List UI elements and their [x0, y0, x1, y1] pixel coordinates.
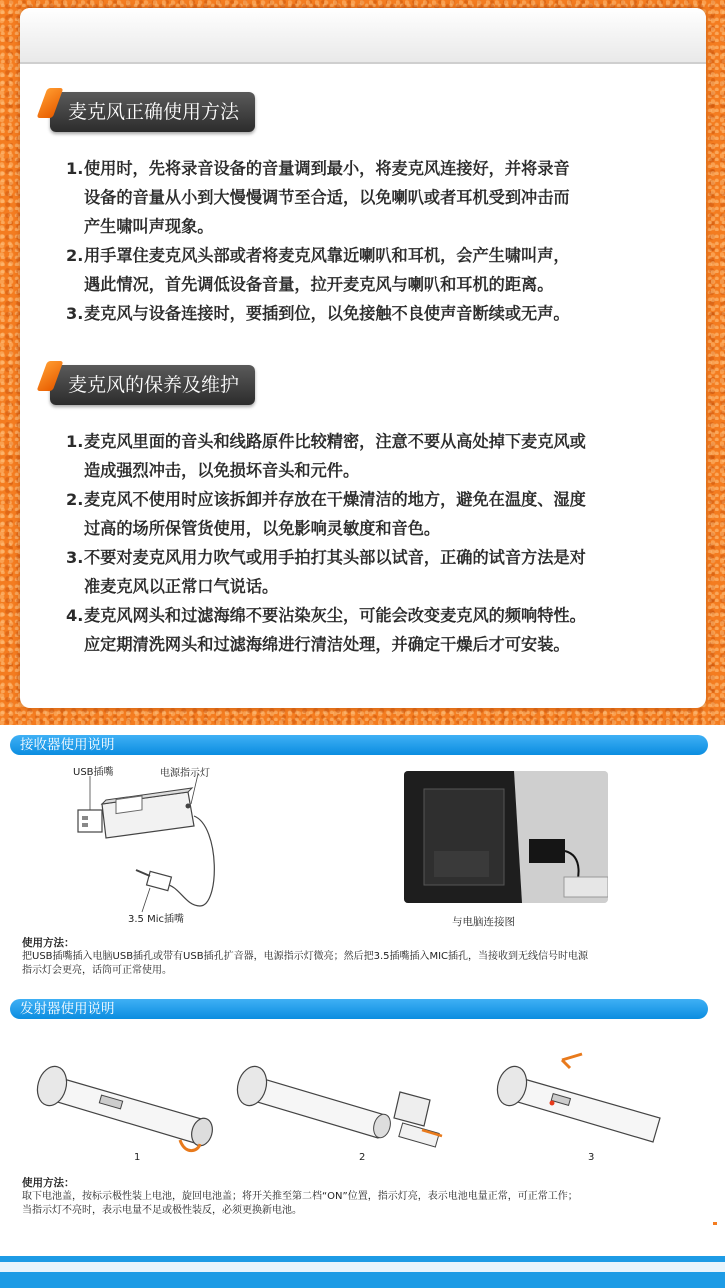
photo-caption: 与电脑连接图: [452, 916, 515, 928]
list-item-text: 应定期清洗网头和过滤海绵进行清洁处理，并确定干燥后才可安装。: [84, 635, 570, 654]
list-item-text: 设备的音量从小到大慢慢调节至合适，以免喇叭或者耳机受到冲击而: [84, 188, 570, 207]
list-item-line: [66, 514, 676, 543]
receiver-band-title: 接收器使用说明: [20, 737, 115, 753]
list-item-number: 2.: [66, 246, 84, 265]
list-item-text: 造成强烈冲击，以免损坏音头和元件。: [84, 461, 360, 480]
usage-line: 取下电池盖，按标示极性装上电池，旋回电池盖；将开关推至第二档“ON”位置，指示灯亮，表示电池电量正常，可正常工作；: [22, 1191, 578, 1202]
battery-icon: [399, 1123, 439, 1147]
list-item-number: 3.: [66, 548, 84, 567]
list-item: [66, 485, 676, 543]
power-led-icon: [186, 804, 191, 809]
receiver-usage-title: 使用方法：: [22, 937, 75, 949]
usage-line: 当指示灯不亮时，表示电量不足或极性装反，必须更换新电池。: [22, 1205, 302, 1216]
list-item-text: 准麦克风以正常口气说话。: [84, 577, 279, 596]
usage-heading: [50, 92, 255, 132]
list-item: [66, 241, 676, 299]
list-item-line: [66, 427, 676, 456]
usage-line: 指示灯会更亮，话筒可正常使用。: [22, 965, 172, 976]
list-item-text: 麦克风里面的音头和线路原件比较精密，注意不要从高处掉下麦克风或: [84, 432, 586, 451]
step-3-label: 3: [588, 1152, 595, 1163]
list-item-number: 2.: [66, 490, 84, 509]
list-item-line: [66, 299, 676, 328]
card-top-bar: [20, 8, 706, 64]
receiver-diagram: [70, 766, 240, 926]
usb-plug-icon: [78, 810, 102, 832]
list-item: [66, 299, 676, 328]
list-item: [66, 601, 676, 659]
mic-plug-label: 3.5 Mic插嘴: [128, 914, 184, 925]
step-1-label: 1: [134, 1152, 141, 1163]
list-item-line: [66, 456, 676, 485]
heading-accent-icon: [37, 88, 64, 118]
usage-list: [66, 154, 676, 328]
mic-step2-icon: [233, 1063, 442, 1147]
transmitter-usage-text: [22, 1190, 717, 1218]
list-item-line: [66, 270, 676, 299]
list-item-text: 不要对麦克风用力吹气或用手拍打其头部以试音，正确的试音方法是对: [84, 548, 586, 567]
step-2-label: 2: [359, 1152, 366, 1163]
usage-heading-label: 麦克风正确使用方法: [68, 101, 240, 123]
list-item-number: 1.: [66, 432, 84, 451]
indicator-light-icon: [550, 1101, 555, 1106]
usage-line: 把USB插嘴插入电脑USB插孔或带有USB插孔扩音器，电源指示灯微亮；然后把3.5插嘴插入MIC插孔，当接收到无线信号时电源: [22, 951, 589, 962]
mic-step3-icon: [493, 1054, 660, 1142]
list-item-line: [66, 572, 676, 601]
bottom-gap: [0, 1262, 725, 1272]
list-item: [66, 543, 676, 601]
list-item-text: 用手罩住麦克风头部或者将麦克风靠近喇叭和耳机，会产生啸叫声，: [84, 246, 570, 265]
list-item-line: [66, 212, 676, 241]
list-item: [66, 427, 676, 485]
list-item-line: [66, 485, 676, 514]
list-item-text: 遇此情况，首先调低设备音量，拉开麦克风与喇叭和耳机的距离。: [84, 275, 554, 294]
list-item-text: 麦克风不使用时应该拆卸并存放在干燥清洁的地方，避免在温度、湿度: [84, 490, 586, 509]
decorative-mark: [713, 1222, 717, 1225]
list-item-number: 1.: [66, 159, 84, 178]
transmitter-band-title: 发射器使用说明: [20, 1001, 115, 1017]
receiver-usage-text: [22, 950, 712, 978]
list-item-text: 麦克风网头和过滤海绵不要沾染灰尘，可能会改变麦克风的频响特性。: [84, 606, 586, 625]
list-item-text: 麦克风与设备连接时，要插到位，以免接触不良使声音断续或无声。: [84, 304, 570, 323]
list-item-number: 3.: [66, 304, 84, 323]
list-item-line: [66, 630, 676, 659]
power-led-label: 电源指示灯: [160, 768, 210, 779]
mic-plug-icon: [147, 871, 172, 890]
list-item-line: [66, 601, 676, 630]
list-item-line: [66, 154, 676, 183]
list-item-line: [66, 183, 676, 212]
mic-step1-icon: [33, 1063, 215, 1151]
care-card: [20, 8, 706, 708]
receiver-dongle-icon: [529, 839, 565, 863]
list-item-text: 产生啸叫声现象。: [84, 217, 214, 236]
list-item-line: [66, 543, 676, 572]
receiver-band: [10, 735, 708, 755]
list-item: [66, 154, 676, 241]
maintenance-heading: [50, 365, 255, 405]
computer-connection-photo: [404, 771, 608, 903]
transmitter-usage-title: 使用方法：: [22, 1177, 75, 1189]
list-item-text: 使用时，先将录音设备的音量调到最小，将麦克风连接好，并将录音: [84, 159, 570, 178]
transmitter-band: [10, 999, 708, 1019]
maintenance-heading-label: 麦克风的保养及维护: [68, 374, 240, 396]
usb-label: USB插嘴: [73, 767, 114, 778]
list-item-number: 4.: [66, 606, 84, 625]
list-item-text: 过高的场所保管货使用，以免影响灵敏度和音色。: [84, 519, 441, 538]
list-item-line: [66, 241, 676, 270]
heading-accent-icon: [37, 361, 64, 391]
maintenance-list: [66, 427, 676, 659]
bottom-bar: [0, 1272, 725, 1288]
